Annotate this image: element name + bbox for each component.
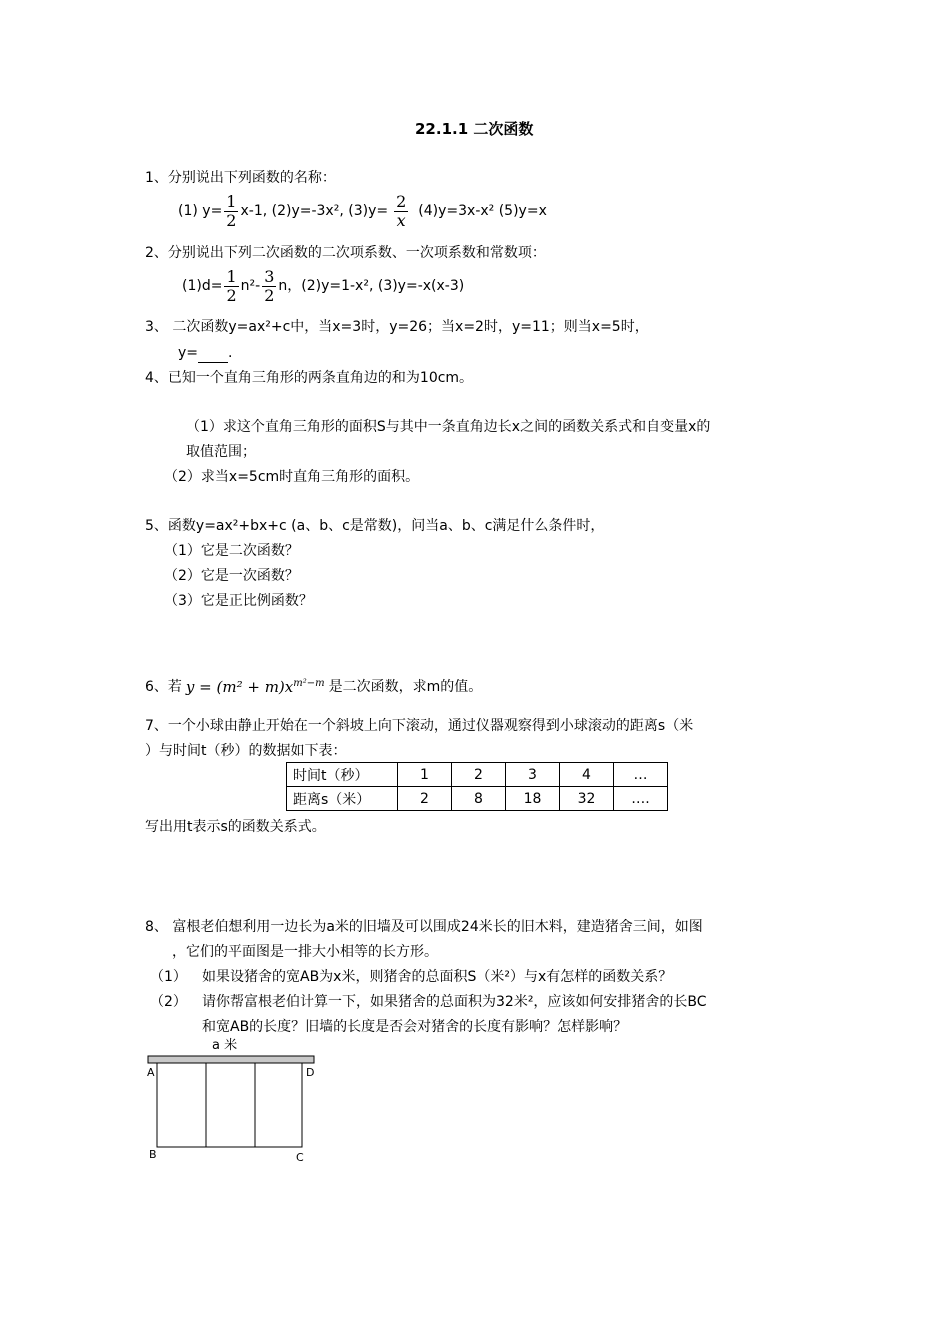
q4-prompt: 4、已知一个直角三角形的两条直角边的和为10cm。 bbox=[145, 370, 474, 386]
table-cell: 时间t（秒） bbox=[287, 763, 398, 787]
q4-sub1-line2: 取值范围； bbox=[186, 444, 256, 460]
q8-sub2-line1: 请你帮富根老伯计算一下，如果猪舍的总面积为32米²，应该如何安排猪舍的长BC bbox=[202, 994, 707, 1010]
figure-label-a: A bbox=[147, 1066, 155, 1079]
figure-label-d: D bbox=[306, 1066, 315, 1079]
q2-part-c: n，(2)y=1-x², (3)y=-x(x-3) bbox=[278, 277, 465, 294]
q1-fraction-2-den: x bbox=[396, 210, 406, 230]
q2-fraction-1-num: 1 bbox=[226, 267, 237, 286]
q1-fraction-1 bbox=[224, 193, 238, 229]
q8-sub1-number: （1） bbox=[150, 969, 187, 985]
q3-answer-suffix: . bbox=[228, 345, 233, 361]
q2-functions bbox=[182, 268, 464, 304]
table-row bbox=[287, 787, 668, 811]
table-cell: 2 bbox=[452, 763, 506, 787]
q1-part-a: (1) y= bbox=[178, 202, 223, 219]
old-wall bbox=[148, 1056, 314, 1063]
q7-data-table bbox=[286, 762, 668, 811]
table-cell: 18 bbox=[506, 787, 560, 811]
q8-line2: ，它们的平面图是一排大小相等的长方形。 bbox=[172, 944, 438, 960]
q2-fraction-1 bbox=[224, 268, 238, 304]
q2-part-b: n²- bbox=[240, 277, 261, 294]
table-cell: 2 bbox=[398, 787, 452, 811]
q8-sub1: 如果设猪舍的宽AB为x米，则猪舍的总面积S（米²）与x有怎样的函数关系？ bbox=[202, 969, 673, 985]
q2-fraction-2-den: 2 bbox=[264, 285, 275, 305]
q1-part-b: x-1, (2)y=-3x², (3)y= bbox=[240, 202, 389, 219]
table-row bbox=[287, 763, 668, 787]
table-cell: … bbox=[614, 763, 668, 787]
table-cell: …. bbox=[614, 787, 668, 811]
q7-after: 写出用t表示s的函数关系式。 bbox=[145, 819, 326, 835]
q1-part-c: (4)y=3x-x² (5)y=x bbox=[418, 202, 547, 219]
q6-suffix: 是二次函数，求m的值。 bbox=[328, 678, 483, 695]
q6-prefix: 6、若 bbox=[145, 678, 182, 695]
q2-fraction-2 bbox=[262, 268, 276, 304]
q6-line bbox=[145, 678, 482, 696]
pigsty-outline bbox=[157, 1063, 302, 1147]
q3-line1: 3、 二次函数y=ax²+c中，当x=3时，y=26；当x=2时，y=11；则当x=5时， bbox=[145, 319, 649, 335]
q5-prompt: 5、函数y=ax²+bx+c (a、b、c是常数)，问当a、b、c满足什么条件时， bbox=[145, 518, 605, 534]
table-cell: 32 bbox=[560, 787, 614, 811]
q5-sub2: （2）它是一次函数？ bbox=[164, 568, 299, 584]
q8-sub2-number: （2） bbox=[150, 994, 187, 1010]
table-cell: 1 bbox=[398, 763, 452, 787]
q7-line2: ）与时间t（秒）的数据如下表： bbox=[145, 743, 347, 759]
q4-sub1-line1: （1）求这个直角三角形的面积S与其中一条直角边长x之间的函数关系式和自变量x的 bbox=[186, 419, 711, 435]
q1-functions bbox=[178, 193, 547, 229]
q1-fraction-1-den: 2 bbox=[226, 210, 237, 230]
q1-fraction-2-num: 2 bbox=[396, 192, 407, 211]
table-cell: 8 bbox=[452, 787, 506, 811]
figure-label-b: B bbox=[149, 1148, 157, 1161]
q1-fraction-1-num: 1 bbox=[226, 192, 237, 211]
q2-prompt: 2、分别说出下列二次函数的二次项系数、一次项系数和常数项： bbox=[145, 245, 546, 261]
q7-line1: 7、一个小球由静止开始在一个斜坡上向下滚动，通过仪器观察得到小球滚动的距离s（米 bbox=[145, 718, 694, 734]
table-cell: 距离s（米） bbox=[287, 787, 398, 811]
q4-sub2: （2）求当x=5cm时直角三角形的面积。 bbox=[164, 469, 420, 485]
q2-fraction-2-num: 3 bbox=[264, 267, 275, 286]
q6-formula-exponent: m²−m bbox=[293, 678, 325, 689]
q6-formula-base: y = (m² + m)x bbox=[185, 678, 294, 696]
q1-fraction-2 bbox=[394, 193, 408, 229]
q3-answer-prefix: y= bbox=[178, 345, 199, 361]
q1-prompt: 1、分别说出下列函数的名称： bbox=[145, 170, 336, 186]
q2-fraction-1-den: 2 bbox=[226, 285, 237, 305]
figure-label-c: C bbox=[296, 1151, 304, 1164]
q8-line1: 8、 富根老伯想利用一边长为a米的旧墙及可以围成24米长的旧木料，建造猪舍三间，如图 bbox=[145, 919, 703, 935]
page-title: 22.1.1 二次函数 bbox=[415, 120, 534, 138]
q3-answer-blank bbox=[198, 345, 228, 363]
table-cell: 3 bbox=[506, 763, 560, 787]
q6-formula bbox=[186, 678, 325, 696]
table-cell: 4 bbox=[560, 763, 614, 787]
figure-wall-label: a 米 bbox=[212, 1038, 238, 1053]
q5-sub1: （1）它是二次函数？ bbox=[164, 543, 299, 559]
q3-line2 bbox=[178, 345, 232, 363]
q8-sub2-line2: 和宽AB的长度？旧墙的长度是否会对猪舍的长度有影响？怎样影响？ bbox=[202, 1019, 628, 1035]
q5-sub3: （3）它是正比例函数？ bbox=[164, 593, 313, 609]
q2-part-a: (1)d= bbox=[182, 277, 223, 294]
